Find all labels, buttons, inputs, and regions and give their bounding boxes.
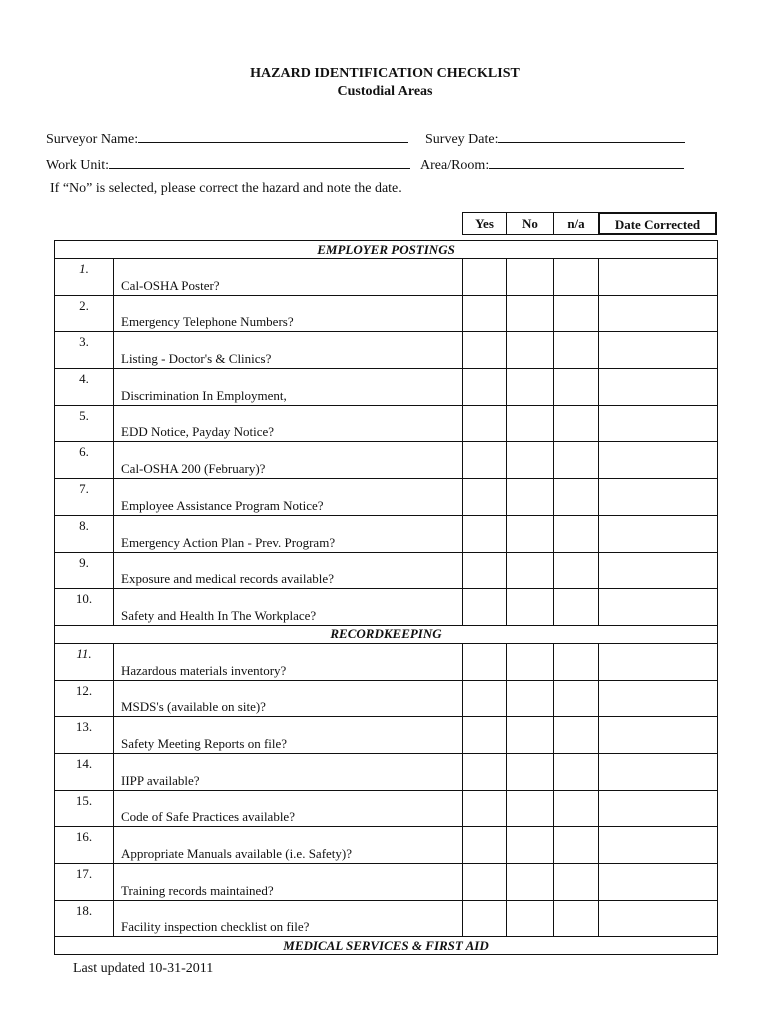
checklist-row [55,790,718,827]
date-corrected-cell[interactable] [599,827,718,864]
checklist-row [55,643,718,680]
na-cell[interactable] [554,405,599,442]
yes-cell[interactable] [463,589,507,626]
work-unit-label: Work Unit: [46,158,110,173]
item-number: 13. [55,717,114,754]
item-number: 1. [55,259,114,296]
yes-cell[interactable] [463,827,507,864]
no-cell[interactable] [507,790,554,827]
no-cell[interactable] [507,827,554,864]
column-header-na: n/a [553,212,599,235]
checklist-row [55,864,718,901]
area-room-blank[interactable] [489,155,684,169]
document-subtitle: Custodial Areas [337,84,433,99]
date-corrected-cell[interactable] [599,442,718,479]
na-cell[interactable] [554,295,599,332]
no-cell[interactable] [507,717,554,754]
date-corrected-cell[interactable] [599,515,718,552]
item-question: Discrimination In Employment, [114,369,463,406]
no-cell[interactable] [507,442,554,479]
yes-cell[interactable] [463,442,507,479]
no-cell[interactable] [507,589,554,626]
item-number: 3. [55,332,114,369]
date-corrected-cell[interactable] [599,900,718,937]
item-question: Appropriate Manuals available (i.e. Safety)? [114,827,463,864]
no-cell[interactable] [507,680,554,717]
item-question: Cal-OSHA Poster? [114,259,463,296]
item-number: 10. [55,589,114,626]
na-cell[interactable] [554,753,599,790]
item-question: Exposure and medical records available? [114,552,463,589]
document-title: HAZARD IDENTIFICATION CHECKLIST [250,66,520,81]
yes-cell[interactable] [463,369,507,406]
na-cell[interactable] [554,479,599,516]
na-cell[interactable] [554,589,599,626]
item-question: Cal-OSHA 200 (February)? [114,442,463,479]
item-question: Training records maintained? [114,864,463,901]
checklist-row [55,442,718,479]
item-question: EDD Notice, Payday Notice? [114,405,463,442]
checklist-row [55,827,718,864]
column-header-date-corrected: Date Corrected [598,212,717,235]
date-corrected-cell[interactable] [599,790,718,827]
item-question: Hazardous materials inventory? [114,643,463,680]
date-corrected-cell[interactable] [599,552,718,589]
item-question: Code of Safe Practices available? [114,790,463,827]
instruction-text: If “No” is selected, please correct the hazard and note the date. [50,181,402,196]
item-number: 4. [55,369,114,406]
na-cell[interactable] [554,827,599,864]
work-unit-field[interactable] [46,155,410,174]
no-cell[interactable] [507,259,554,296]
item-number: 17. [55,864,114,901]
no-cell[interactable] [507,515,554,552]
na-cell[interactable] [554,332,599,369]
na-cell[interactable] [554,369,599,406]
item-number: 5. [55,405,114,442]
no-cell[interactable] [507,332,554,369]
date-corrected-cell[interactable] [599,864,718,901]
na-cell[interactable] [554,680,599,717]
no-cell[interactable] [507,753,554,790]
no-cell[interactable] [507,552,554,589]
item-question: Emergency Action Plan - Prev. Program? [114,515,463,552]
yes-cell[interactable] [463,790,507,827]
checklist-row [55,295,718,332]
item-number: 11. [55,643,114,680]
item-number: 14. [55,753,114,790]
surveyor-name-blank[interactable] [138,129,408,143]
checklist-table [54,240,718,955]
no-cell[interactable] [507,405,554,442]
checklist-row [55,680,718,717]
date-corrected-cell[interactable] [599,295,718,332]
no-cell[interactable] [507,479,554,516]
date-corrected-cell[interactable] [599,680,718,717]
yes-cell[interactable] [463,479,507,516]
checklist-row [55,259,718,296]
na-cell[interactable] [554,643,599,680]
no-cell[interactable] [507,369,554,406]
checklist-row [55,900,718,937]
yes-cell[interactable] [463,753,507,790]
checklist-row [55,405,718,442]
item-number: 16. [55,827,114,864]
yes-cell[interactable] [463,643,507,680]
yes-cell[interactable] [463,864,507,901]
item-number: 15. [55,790,114,827]
yes-cell[interactable] [463,515,507,552]
item-question: Safety Meeting Reports on file? [114,717,463,754]
date-corrected-cell[interactable] [599,589,718,626]
no-cell[interactable] [507,295,554,332]
checklist-row [55,332,718,369]
na-cell[interactable] [554,864,599,901]
na-cell[interactable] [554,552,599,589]
yes-cell[interactable] [463,332,507,369]
item-number: 7. [55,479,114,516]
date-corrected-cell[interactable] [599,369,718,406]
na-cell[interactable] [554,515,599,552]
survey-date-label: Survey Date: [425,132,499,147]
date-corrected-cell[interactable] [599,259,718,296]
column-header-yes: Yes [462,212,507,235]
item-number: 9. [55,552,114,589]
item-number: 6. [55,442,114,479]
surveyor-name-label: Surveyor Name: [46,132,139,147]
item-question: IIPP available? [114,753,463,790]
no-cell[interactable] [507,643,554,680]
work-unit-blank[interactable] [109,155,410,169]
area-room-field[interactable] [420,155,684,174]
checklist-row [55,717,718,754]
na-cell[interactable] [554,259,599,296]
no-cell[interactable] [507,864,554,901]
yes-cell[interactable] [463,259,507,296]
checklist-row [55,552,718,589]
section-header-employer-postings: EMPLOYER POSTINGS [55,241,718,259]
date-corrected-cell[interactable] [599,479,718,516]
date-corrected-cell[interactable] [599,753,718,790]
item-question: MSDS's (available on site)? [114,680,463,717]
item-number: 18. [55,900,114,937]
yes-cell[interactable] [463,900,507,937]
item-question: Emergency Telephone Numbers? [114,295,463,332]
date-corrected-cell[interactable] [599,332,718,369]
section-header-recordkeeping: RECORDKEEPING [55,625,718,643]
item-number: 12. [55,680,114,717]
yes-cell[interactable] [463,405,507,442]
last-updated-text: Last updated 10-31-2011 [73,961,214,976]
na-cell[interactable] [554,717,599,754]
item-question: Listing - Doctor's & Clinics? [114,332,463,369]
no-cell[interactable] [507,900,554,937]
survey-date-blank[interactable] [498,129,685,143]
na-cell[interactable] [554,900,599,937]
na-cell[interactable] [554,442,599,479]
item-number: 8. [55,515,114,552]
checklist-row [55,369,718,406]
checklist-row [55,589,718,626]
section-header-medical-services: MEDICAL SERVICES & FIRST AID [55,937,718,955]
date-corrected-cell[interactable] [599,643,718,680]
item-number: 2. [55,295,114,332]
date-corrected-cell[interactable] [599,405,718,442]
yes-cell[interactable] [463,552,507,589]
survey-date-field[interactable] [425,129,685,148]
date-corrected-cell[interactable] [599,717,718,754]
item-question: Safety and Health In The Workplace? [114,589,463,626]
na-cell[interactable] [554,790,599,827]
column-header-no: No [506,212,554,235]
yes-cell[interactable] [463,717,507,754]
item-question: Facility inspection checklist on file? [114,900,463,937]
surveyor-name-field[interactable] [46,129,408,148]
checklist-row [55,515,718,552]
area-room-label: Area/Room: [420,158,490,173]
checklist-row [55,753,718,790]
checklist-row [55,479,718,516]
yes-cell[interactable] [463,295,507,332]
item-question: Employee Assistance Program Notice? [114,479,463,516]
yes-cell[interactable] [463,680,507,717]
